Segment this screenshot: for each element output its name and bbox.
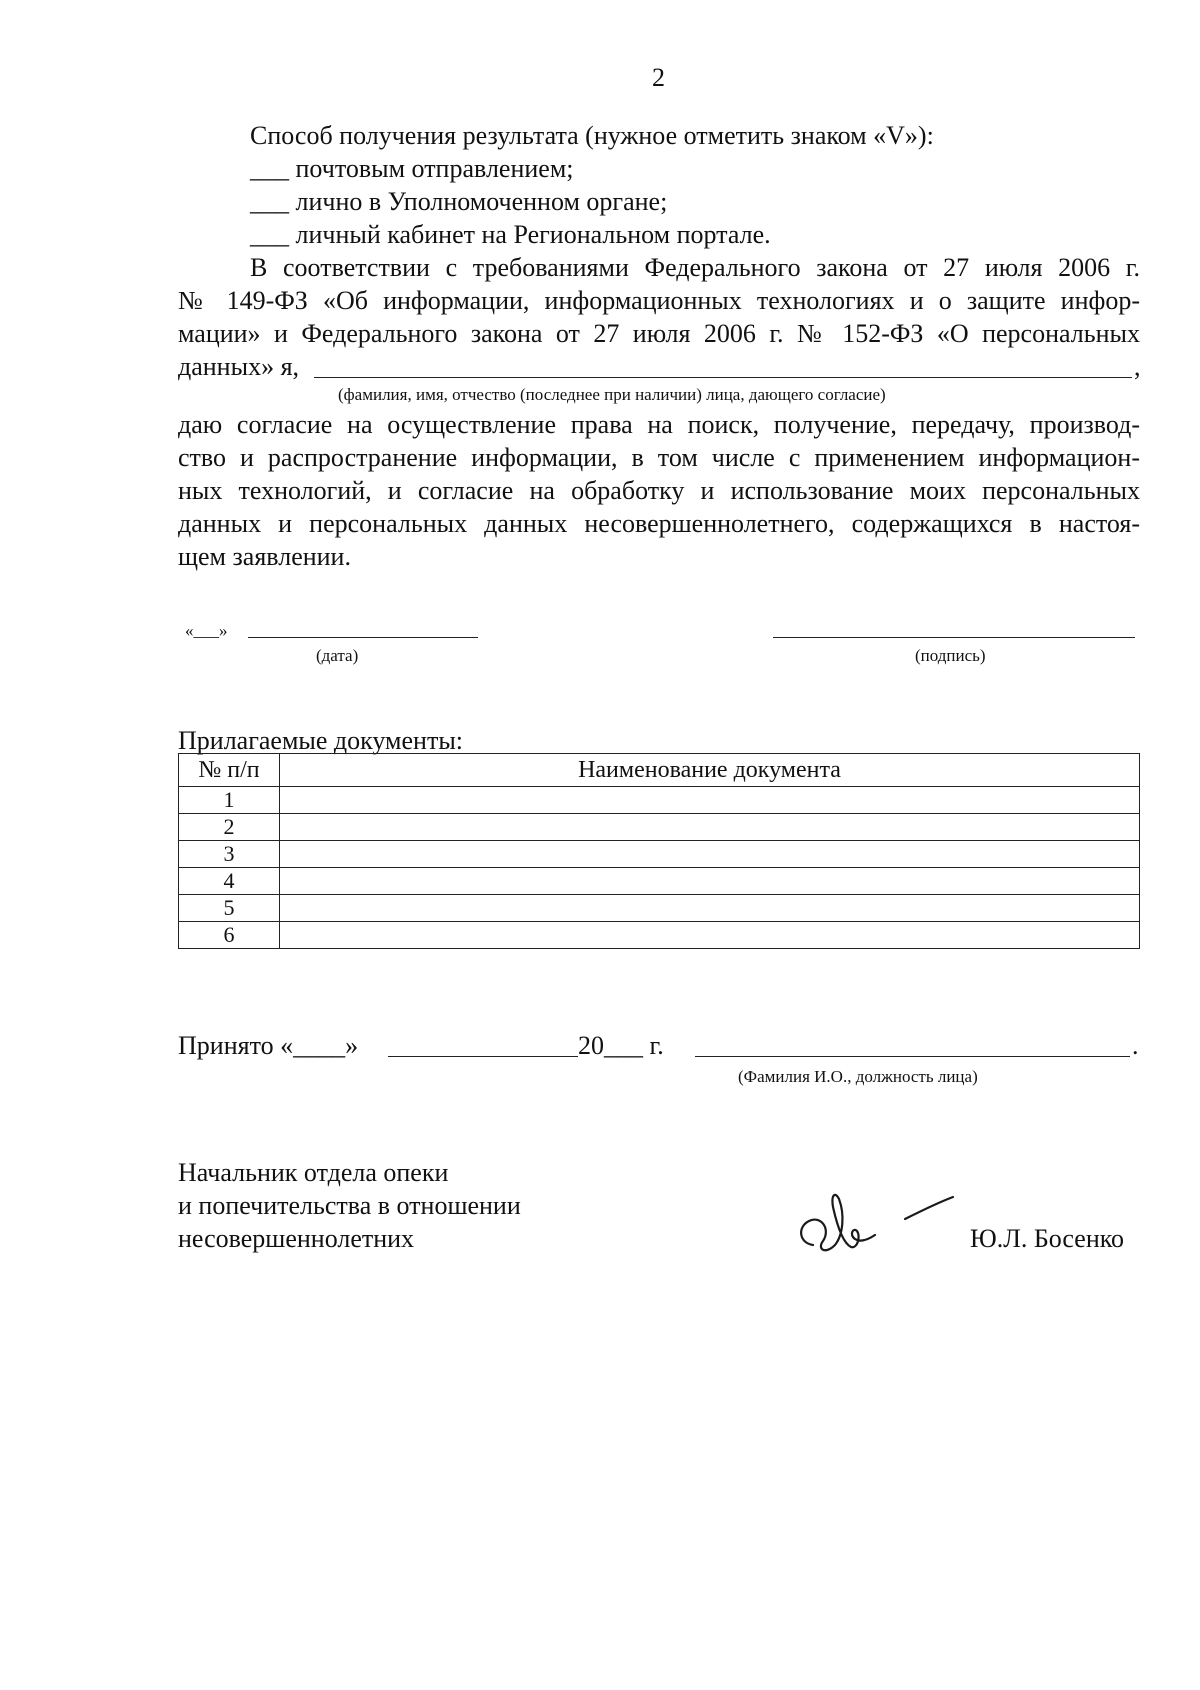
accepted-name-line [695, 1056, 1130, 1057]
consent-line-7: ных технологий, и согласие на обработку и использование моих персональных [178, 476, 1140, 505]
row-name-cell [280, 841, 1140, 868]
table-row [179, 814, 1140, 841]
signature-line [773, 637, 1135, 638]
row-name-cell [280, 868, 1140, 895]
option-mail: ___ почтовым отправлением; [250, 154, 574, 183]
handwritten-signature [795, 1185, 970, 1265]
date-open: «___» [185, 621, 228, 640]
row-number: 2 [179, 814, 280, 841]
accepted-end: . [1132, 1031, 1139, 1060]
table-header-row [179, 754, 1140, 787]
consent-line-6: ство и распространение информации, в том числе с применением информацион- [178, 443, 1140, 472]
consent-line-2: № 149-ФЗ «Об информации, информационных технологиях и о защите инфор- [178, 286, 1140, 315]
consent-line-5: даю согласие на осуществление права на поиск, получение, передачу, производ- [178, 410, 1140, 439]
col-name-header: Наименование документа [280, 754, 1140, 787]
signature-hint: (подпись) [915, 646, 986, 665]
consent-line-3: мации» и Федерального закона от 27 июля 2006 г. № 152-ФЗ «О персональных [178, 319, 1140, 348]
row-number: 5 [179, 895, 280, 922]
method-heading: Способ получения результата (нужное отметить знаком «V»): [250, 121, 934, 150]
date-line [248, 637, 478, 638]
col-num-header: № п/п [179, 754, 280, 787]
accepted-year: 20___ г. [578, 1031, 664, 1060]
row-number: 6 [179, 922, 280, 949]
fio-line [314, 377, 1132, 378]
table-row [179, 841, 1140, 868]
row-number: 4 [179, 868, 280, 895]
attachments-heading: Прилагаемые документы: [178, 726, 464, 755]
table-row [179, 868, 1140, 895]
fio-hint: (фамилия, имя, отчество (последнее при наличии) лица, дающего согласие) [338, 385, 886, 404]
page-number: 2 [652, 63, 665, 92]
row-number: 1 [179, 787, 280, 814]
accepted-prefix: Принято «____» [178, 1031, 359, 1060]
table-row [179, 922, 1140, 949]
fio-line-end: , [1134, 352, 1141, 381]
row-name-cell [280, 895, 1140, 922]
consent-line-1: В соответствии с требованиями Федерального закона от 27 июля 2006 г. [250, 253, 1140, 282]
position-line-2: и попечительства в отношении [178, 1191, 521, 1220]
option-in-person: ___ лично в Уполномоченном органе; [250, 187, 668, 216]
signer-name: Ю.Л. Босенко [970, 1224, 1125, 1253]
date-hint: (дата) [316, 646, 359, 665]
table-row [179, 895, 1140, 922]
row-number: 3 [179, 841, 280, 868]
row-name-cell [280, 787, 1140, 814]
consent-line-4: данных» я, [178, 352, 300, 381]
row-name-cell [280, 814, 1140, 841]
consent-line-9: щем заявлении. [178, 542, 351, 571]
attachments-table [178, 753, 1140, 949]
option-portal: ___ личный кабинет на Региональном портале. [250, 220, 771, 249]
consent-line-8: данных и персональных данных несовершеннолетнего, содержащихся в настоя- [178, 509, 1140, 538]
row-name-cell [280, 922, 1140, 949]
position-line-3: несовершеннолетних [178, 1224, 415, 1253]
position-line-1: Начальник отдела опеки [178, 1158, 449, 1187]
accepted-date-line [388, 1056, 578, 1057]
accepted-hint: (Фамилия И.О., должность лица) [738, 1067, 978, 1086]
table-row [179, 787, 1140, 814]
